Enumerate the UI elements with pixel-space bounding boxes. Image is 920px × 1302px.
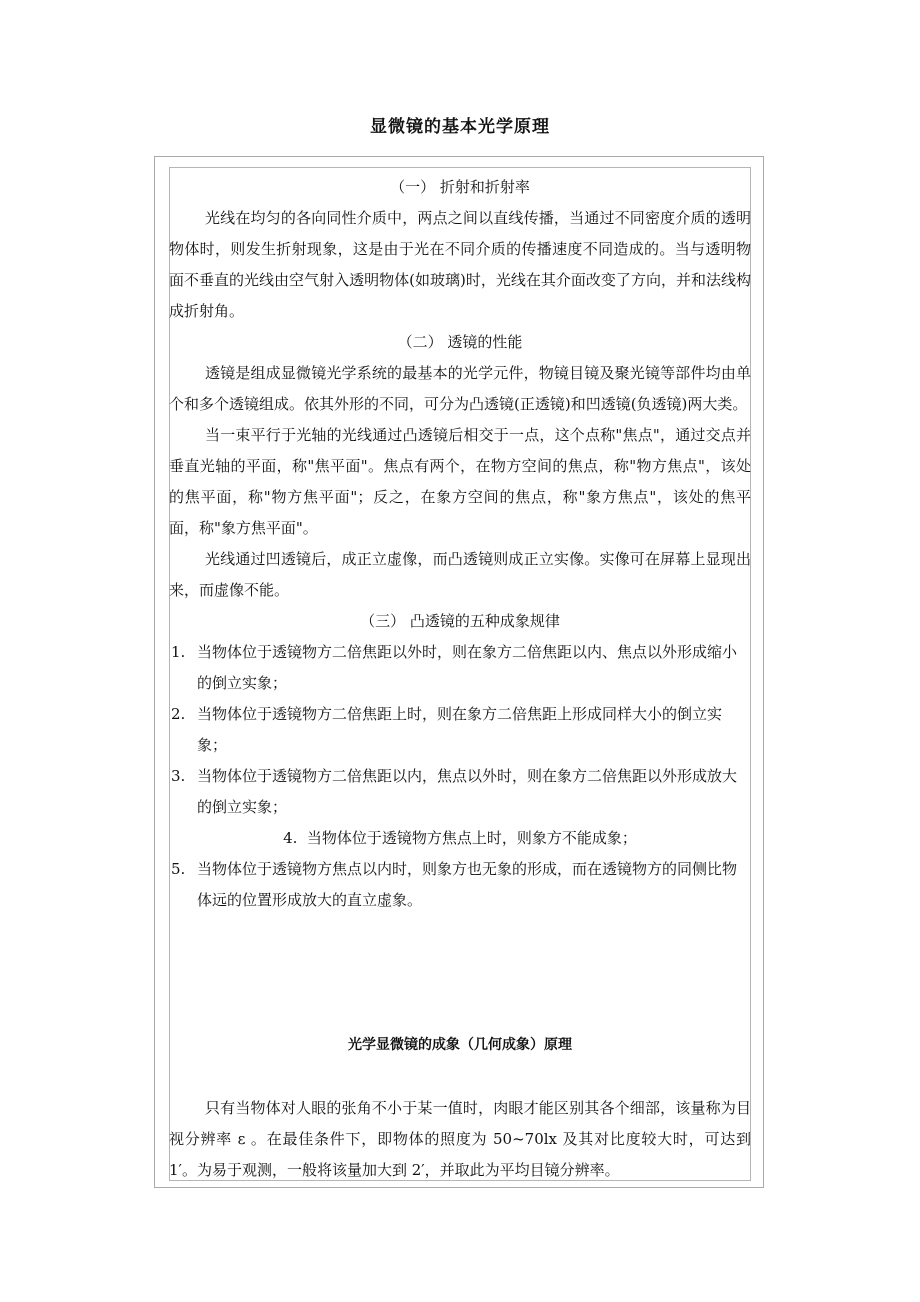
list-item bbox=[169, 699, 751, 761]
list-item bbox=[169, 823, 751, 854]
list-item bbox=[169, 854, 751, 916]
section-heading-lens: （二） 透镜的性能 bbox=[397, 333, 523, 351]
list-text: 当物体位于透镜物方二倍焦距上时，则在象方二倍焦距上形成同样大小的倒立实象； bbox=[197, 705, 723, 754]
list-number: 4. bbox=[283, 829, 298, 847]
list-item bbox=[169, 637, 751, 699]
list-text: 当物体位于透镜物方焦点以内时，则象方也无象的形成，而在透镜物方的同侧比物体远的位置形成放大的直立虚象。 bbox=[197, 860, 738, 909]
lens-paragraph-3: 光线通过凹透镜后，成正立虚像，而凸透镜则成正立实像。实像可在屏幕上显现出来，而虚像不能。 bbox=[169, 550, 751, 599]
list-number: 3. bbox=[171, 767, 186, 785]
list-number: 5. bbox=[171, 860, 186, 878]
list-text: 当物体位于透镜物方二倍焦距以内，焦点以外时，则在象方二倍焦距以外形成放大的倒立实象； bbox=[197, 767, 738, 816]
refraction-paragraph: 光线在均匀的各向同性介质中，两点之间以直线传播，当通过不同密度介质的透明物体时，则发生折射现象，这是由于光在不同介质的传播速度不同造成的。当与透明物面不垂直的光线由空气射入透明物体(如玻璃)时，光线在其介面改变了方向，并和法线构成折射角。 bbox=[169, 209, 751, 320]
lens-paragraph-1: 透镜是组成显微镜光学系统的最基本的光学元件，物镜目镜及聚光镜等部件均由单个和多个透镜组成。依其外形的不同，可分为凸透镜(正透镜)和凹透镜(负透镜)两大类。 bbox=[169, 364, 751, 413]
main-content bbox=[169, 172, 751, 916]
list-text: 当物体位于透镜物方二倍焦距以外时，则在象方二倍焦距以内、焦点以外形成缩小的倒立实象； bbox=[197, 643, 738, 692]
section-heading-imaging-rules: （三） 凸透镜的五种成象规律 bbox=[360, 612, 560, 630]
section-heading-geometric-imaging: 光学显微镜的成象（几何成象）原理 bbox=[348, 1037, 572, 1053]
list-item bbox=[169, 761, 751, 823]
section-heading-refraction: （一） 折射和折射率 bbox=[390, 178, 530, 196]
page-title: 显微镜的基本光学原理 bbox=[370, 117, 550, 137]
resolution-paragraph: 只有当物体对人眼的张角不小于某一值时，肉眼才能区别其各个细部，该量称为目视分辨率 ε 。在最佳条件下，即物体的照度为 50~70lx 及其对比度较大时，可达到1′。为易于观测，一般将该量加大到 2′，并取此为平均目镜分辨率。 bbox=[169, 1099, 751, 1179]
geometric-imaging-content bbox=[169, 1093, 751, 1186]
list-text: 当物体位于透镜物方焦点上时，则象方不能成象； bbox=[306, 829, 637, 847]
list-number: 2. bbox=[171, 705, 186, 723]
list-number: 1. bbox=[171, 643, 186, 661]
lens-paragraph-2: 当一束平行于光轴的光线通过凸透镜后相交于一点，这个点称"焦点"，通过交点并垂直光轴的平面，称"焦平面"。焦点有两个，在物方空间的焦点，称"物方焦点"，该处的焦平面，称"物方焦平面"；反之，在象方空间的焦点，称"象方焦点"，该处的焦平面，称"象方焦平面"。 bbox=[169, 426, 751, 537]
